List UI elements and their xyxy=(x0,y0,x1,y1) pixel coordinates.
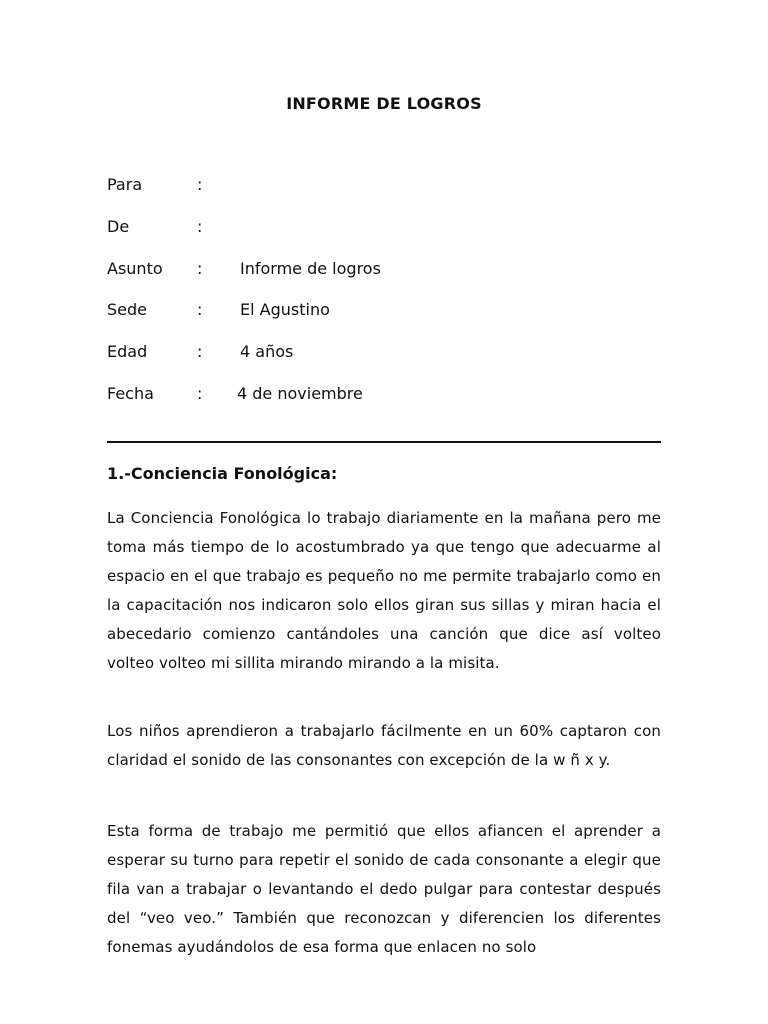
section-heading: 1.-Conciencia Fonológica: xyxy=(107,464,338,483)
field-value: 4 años xyxy=(240,342,294,361)
field-label: Asunto xyxy=(107,259,163,278)
field-colon: : xyxy=(197,217,203,236)
field-colon: : xyxy=(197,259,203,278)
field-colon: : xyxy=(197,300,203,319)
field-label: Para xyxy=(107,175,143,194)
body-paragraph: Los niños aprendieron a trabajarlo fácilmente en un 60% captaron con claridad el sonido de las consonantes con excepción de la w ñ x y. xyxy=(107,722,661,769)
field-colon: : xyxy=(197,342,203,361)
field-label: Fecha xyxy=(107,384,154,403)
field-colon: : xyxy=(197,175,203,194)
header-divider xyxy=(107,441,661,443)
field-label: De xyxy=(107,217,130,236)
field-label: Edad xyxy=(107,342,148,361)
field-colon: : xyxy=(197,384,203,403)
field-label: Sede xyxy=(107,300,147,319)
field-value: Informe de logros xyxy=(240,259,381,278)
document-title: INFORME DE LOGROS xyxy=(286,94,482,113)
body-paragraph: Esta forma de trabajo me permitió que ellos afiancen el aprender a esperar su turno para repetir el sonido de cada consonante a elegir que fila van a trabajar o levantando el dedo pulgar para contestar después del “veo veo.” También que reconozcan y diferencien los diferentes fonemas ayudándolos de esa forma que enlacen no solo xyxy=(107,822,661,956)
body-paragraph: La Conciencia Fonológica lo trabajo diariamente en la mañana pero me toma más tiempo de lo acostumbrado ya que tengo que adecuarme al espacio en el que trabajo es pequeño no me permite trabajarlo como en la capacitación nos indicaron solo ellos giran sus sillas y miran hacia el abecedario comienzo cantándoles una canción que dice así volteo volteo volteo mi sillita mirando mirando a la misita. xyxy=(107,509,661,672)
field-value: 4 de noviembre xyxy=(237,384,363,403)
field-value: El Agustino xyxy=(240,300,330,319)
